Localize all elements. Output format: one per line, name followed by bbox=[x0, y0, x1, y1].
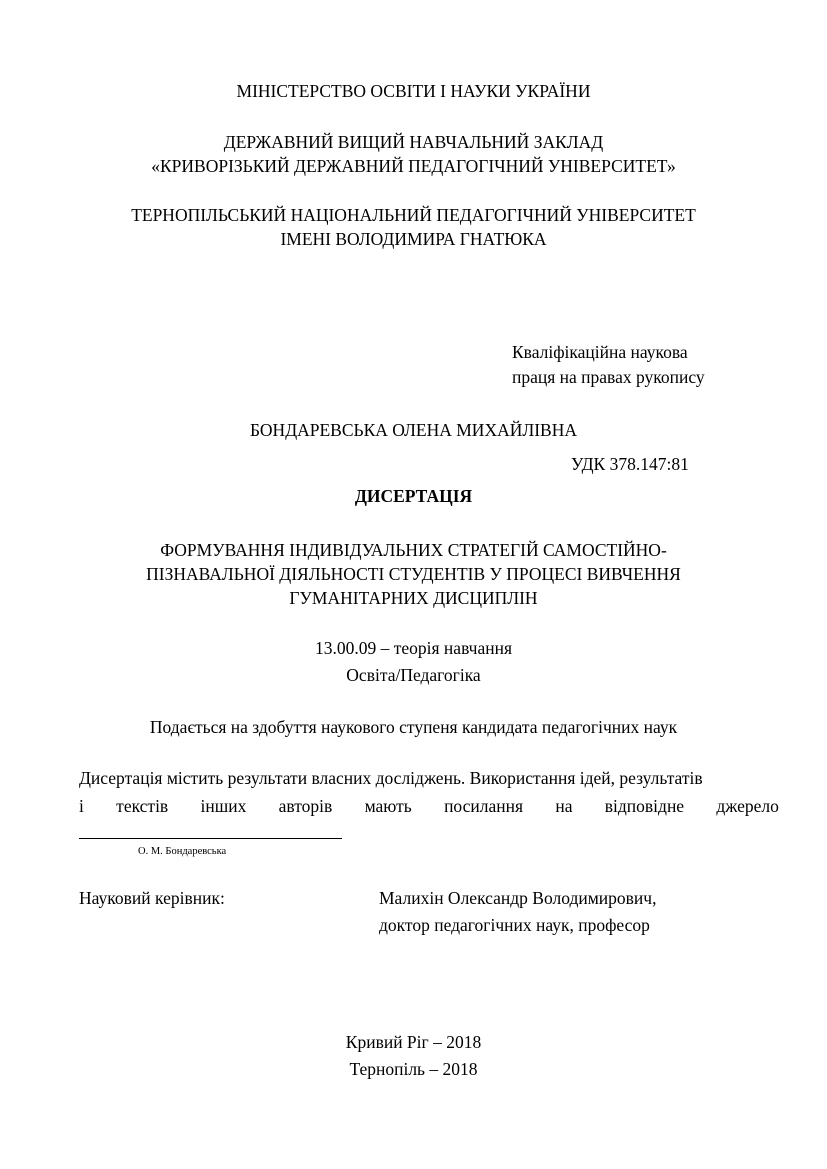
signature-line bbox=[79, 838, 342, 839]
supervisor-info bbox=[379, 886, 656, 937]
manuscript-note bbox=[512, 340, 705, 389]
signature-name-text: О. М. Бондаревська bbox=[138, 846, 227, 857]
degree-statement bbox=[0, 715, 827, 739]
ministry-text: МІНІСТЕРСТВО ОСВІТИ І НАУКИ УКРАЇНИ bbox=[236, 81, 591, 101]
footer-line-1: Кривий Ріг – 2018 bbox=[345, 1032, 482, 1052]
manuscript-note-line-2: праця на правах рукопису bbox=[512, 367, 705, 387]
specialty-code: 13.00.09 – теорія навчання bbox=[314, 638, 513, 658]
footer-line-2: Тернопіль – 2018 bbox=[349, 1059, 478, 1079]
specialty bbox=[0, 636, 827, 687]
title-line-1: ФОРМУВАННЯ ІНДИВІДУАЛЬНИХ СТРАТЕГІЙ САМОСТІЙНО- bbox=[160, 540, 667, 560]
udc-code-text: УДК 378.147:81 bbox=[571, 454, 689, 474]
university-line-1: ТЕРНОПІЛЬСЬКИЙ НАЦІОНАЛЬНИЙ ПЕДАГОГІЧНИЙ УНІВЕРСИТЕТ bbox=[131, 205, 696, 225]
originality-word: і bbox=[79, 796, 84, 816]
manuscript-note-line-1: Кваліфікаційна наукова bbox=[512, 342, 688, 362]
ministry-heading bbox=[0, 79, 827, 103]
originality-word: інших bbox=[200, 796, 247, 816]
document-type bbox=[0, 484, 827, 508]
originality-statement-line-2 bbox=[79, 794, 779, 818]
originality-word: відповідне bbox=[604, 796, 685, 816]
dissertation-title bbox=[0, 538, 827, 610]
author-name-text: БОНДАРЕВСЬКА ОЛЕНА МИХАЙЛІВНА bbox=[249, 420, 577, 440]
supervisor-title: доктор педагогічних наук, професор bbox=[379, 915, 650, 935]
footer-place-year bbox=[0, 1030, 827, 1081]
originality-word: авторів bbox=[278, 796, 333, 816]
supervisor-label bbox=[79, 886, 225, 910]
originality-word: джерело bbox=[716, 796, 779, 816]
originality-word: мають bbox=[364, 796, 412, 816]
originality-word: текстів bbox=[116, 796, 169, 816]
supervisor-name: Малихін Олександр Володимирович, bbox=[379, 888, 657, 908]
institution-line-2: «КРИВОРІЗЬКИЙ ДЕРЖАВНИЙ ПЕДАГОГІЧНИЙ УНІВЕРСИТЕТ» bbox=[151, 156, 676, 176]
signature-name bbox=[138, 846, 226, 857]
institution-heading bbox=[0, 130, 827, 178]
title-line-3: ГУМАНІТАРНИХ ДИСЦИПЛІН bbox=[289, 588, 538, 608]
originality-line-1-text: Дисертація містить результати власних досліджень. Використання ідей, результатів bbox=[79, 768, 703, 788]
specialty-field: Освіта/Педагогіка bbox=[346, 665, 481, 685]
supervisor-label-text: Науковий керівник: bbox=[79, 888, 225, 908]
udc-code bbox=[571, 452, 689, 476]
title-line-2: ПІЗНАВАЛЬНОЇ ДІЯЛЬНОСТІ СТУДЕНТІВ У ПРОЦЕСІ ВИВЧЕННЯ bbox=[146, 564, 681, 584]
author-name bbox=[0, 418, 827, 442]
degree-statement-text: Подається на здобуття наукового ступеня кандидата педагогічних наук bbox=[149, 717, 678, 737]
document-type-text: ДИСЕРТАЦІЯ bbox=[354, 486, 473, 506]
institution-line-1: ДЕРЖАВНИЙ ВИЩИЙ НАВЧАЛЬНИЙ ЗАКЛАД bbox=[223, 132, 604, 152]
originality-word: на bbox=[555, 796, 573, 816]
university-heading bbox=[0, 203, 827, 251]
originality-statement-line-1 bbox=[79, 766, 703, 790]
university-line-2: ІМЕНІ ВОЛОДИМИРА ГНАТЮКА bbox=[280, 229, 547, 249]
originality-word: посилання bbox=[444, 796, 524, 816]
